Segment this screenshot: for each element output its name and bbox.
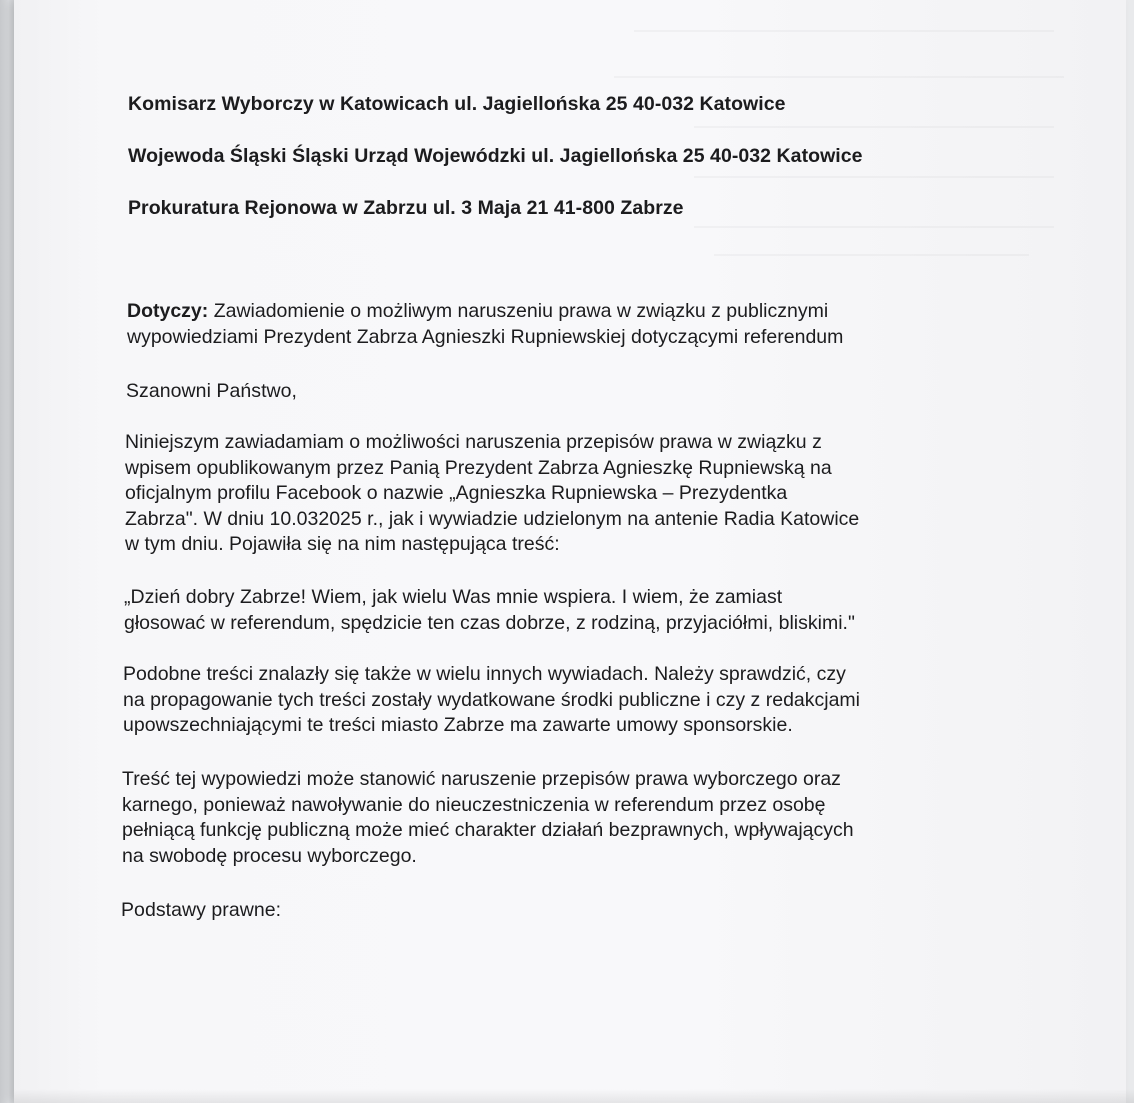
paragraph-interviews [123, 662, 860, 739]
quote-line: głosować w referendum, spędzicie ten czas dobrze, z rodziną, przyjaciółmi, bliskimi." [124, 611, 855, 634]
paragraph-violation [122, 767, 854, 869]
paragraph-notice [125, 430, 859, 558]
show-through-line: ———————————————————————— [694, 218, 1054, 235]
recipient-line: Prokuratura Rejonowa w Zabrzu ul. 3 Maja 21 41-800 Zabrze [128, 197, 684, 219]
page-bottom-shadow [14, 1089, 1134, 1103]
salutation: Szanowni Państwo, [126, 380, 298, 402]
paragraph-line: Treść tej wypowiedzi może stanowić naruszenie przepisów prawa wyborczego oraz [122, 768, 841, 790]
recipient-line: Komisarz Wyborczy w Katowicach ul. Jagiellońska 25 40-032 Katowice [128, 93, 786, 115]
show-through-line: ———————————————————————— [694, 168, 1054, 185]
quoted-post [124, 585, 855, 636]
paragraph-line: na propagowanie tych treści zostały wydatkowane środki publiczne i czy z redakcjami [123, 688, 861, 711]
legal-basis-heading: Podstawy prawne: [121, 899, 282, 921]
show-through-line: ———————————————————————— [694, 118, 1054, 135]
subject-text: Zawiadomienie o możliwym naruszeniu prawa w związku z publicznymi [208, 300, 829, 322]
subject-label: Dotyczy: [127, 300, 209, 322]
show-through-line: —————————————————————————————— [614, 68, 1064, 85]
paragraph-line: upowszechniającymi te treści miasto Zabrze ma zawarte umowy sponsorskie. [123, 714, 793, 736]
show-through-line: ———————————————————————————— [634, 22, 1054, 39]
paragraph-line: na swobodę procesu wyborczego. [122, 844, 417, 867]
paragraph-line: w tym dniu. Pojawiła się na nim następująca treść: [125, 533, 560, 555]
paragraph-line: karnego, ponieważ nawoływanie do nieuczestniczenia w referendum przez osobę [122, 793, 826, 816]
recipient-line: Wojewoda Śląski Śląski Urząd Wojewódzki ul. Jagiellońska 25 40-032 Katowice [128, 145, 863, 167]
paragraph-line: wpisem opublikowanym przez Panią Prezydent Zabrza Agnieszkę Rupniewską na [125, 456, 832, 479]
paragraph-line: Niniejszym zawiadamiam o możliwości naruszenia przepisów prawa w związku z [125, 431, 822, 453]
paragraph-line: pełniącą funkcję publiczną może mieć charakter działań bezprawnych, wpływających [122, 819, 854, 841]
subject-block [127, 299, 843, 350]
quote-line: „Dzień dobry Zabrze! Wiem, jak wielu Was mnie wspiera. I wiem, że zamiast [124, 586, 783, 608]
show-through-line: ————————————————————— [714, 246, 1029, 263]
paragraph-line: oficjalnym profilu Facebook o nazwie „Agnieszka Rupniewska – Prezydentka [125, 482, 788, 504]
paragraph-line: Podobne treści znalazły się także w wielu innych wywiadach. Należy sprawdzić, czy [123, 663, 846, 685]
paragraph-line: Zabrza". W dniu 10.032025 r., jak i wywiadzie udzielonym na antenie Radia Katowice [125, 507, 860, 530]
subject-text: wypowiedziami Prezydent Zabrza Agnieszki Rupniewskiej dotyczącymi referendum [127, 325, 844, 348]
desk-edge [0, 0, 14, 1103]
